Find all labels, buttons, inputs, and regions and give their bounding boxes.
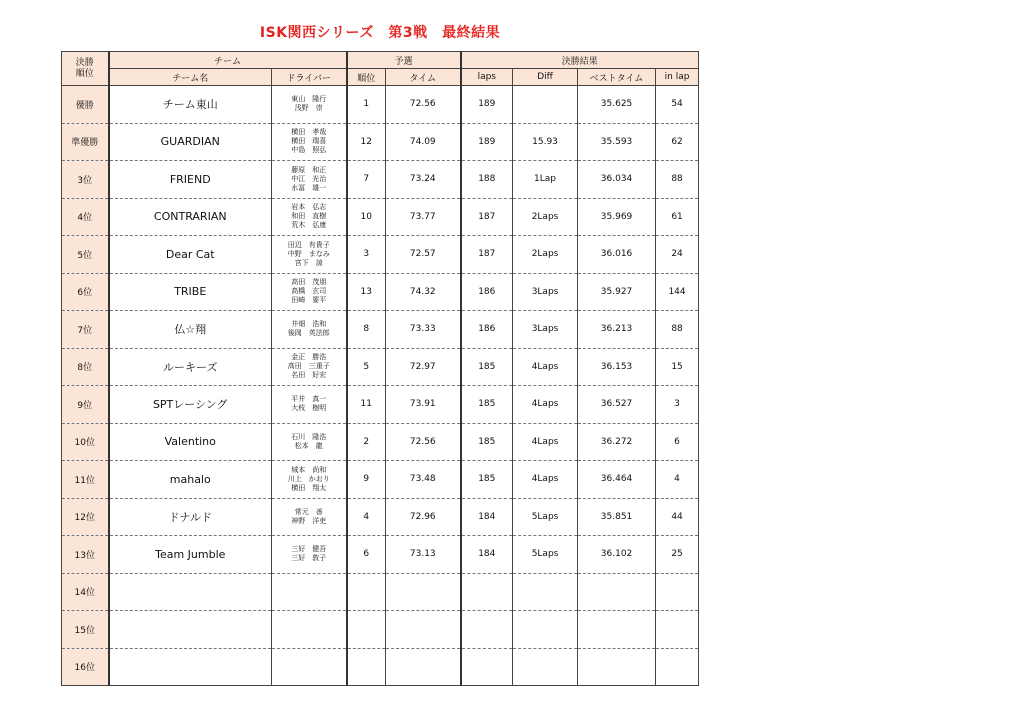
diff-cell: 3Laps	[513, 273, 578, 311]
table-row	[62, 386, 699, 424]
diff-cell: 15.93	[513, 123, 578, 161]
table-row	[62, 536, 699, 574]
best-time-cell: 36.464	[578, 461, 656, 499]
final-position-cell: 4位	[62, 198, 109, 236]
diff-cell: 4Laps	[513, 348, 578, 386]
in-lap-cell: 4	[656, 461, 699, 499]
driver-name: 水冨 雄一	[291, 183, 327, 192]
best-time-cell: 35.593	[578, 123, 656, 161]
diff-cell	[513, 573, 578, 611]
table-row	[62, 348, 699, 386]
laps-cell: 189	[461, 86, 513, 124]
qualifying-position-cell: 8	[347, 311, 386, 349]
qualifying-position-cell: 5	[347, 348, 386, 386]
qualifying-time-cell: 72.57	[386, 236, 461, 274]
header-diff: Diff	[513, 69, 578, 86]
team-name-cell: チーム東山	[109, 86, 272, 124]
driver-name: 平井 真一	[291, 395, 327, 404]
drivers-cell	[272, 611, 347, 649]
final-position-cell: 優勝	[62, 86, 109, 124]
driver-name: 川上 かおり	[287, 474, 330, 483]
final-position-cell: 12位	[62, 498, 109, 536]
driver-name: 横田 瑞喜	[291, 137, 327, 146]
best-time-cell: 35.969	[578, 198, 656, 236]
table-row	[62, 423, 699, 461]
best-time-cell: 35.851	[578, 498, 656, 536]
diff-cell: 5Laps	[513, 498, 578, 536]
driver-name: 中江 光治	[291, 174, 327, 183]
in-lap-cell: 61	[656, 198, 699, 236]
laps-cell: 185	[461, 423, 513, 461]
drivers-cell	[272, 348, 347, 386]
team-name-cell: ルーキーズ	[109, 348, 272, 386]
team-name-cell	[109, 611, 272, 649]
qualifying-position-cell: 9	[347, 461, 386, 499]
qualifying-position-cell	[347, 648, 386, 686]
qualifying-position-cell: 3	[347, 236, 386, 274]
final-position-cell: 準優勝	[62, 123, 109, 161]
laps-cell	[461, 648, 513, 686]
driver-name: 高田 茂朋	[291, 278, 327, 287]
diff-cell	[513, 611, 578, 649]
drivers-cell	[272, 648, 347, 686]
in-lap-cell: 24	[656, 236, 699, 274]
best-time-cell: 36.527	[578, 386, 656, 424]
qualifying-position-cell: 7	[347, 161, 386, 199]
qualifying-time-cell: 74.32	[386, 273, 461, 311]
table-row	[62, 86, 699, 124]
driver-name: 荒木 弘康	[291, 221, 327, 230]
table-row	[62, 461, 699, 499]
team-name-cell: Dear Cat	[109, 236, 272, 274]
final-position-cell: 15位	[62, 611, 109, 649]
in-lap-cell: 15	[656, 348, 699, 386]
final-position-cell: 7位	[62, 311, 109, 349]
best-time-cell: 36.213	[578, 311, 656, 349]
drivers-cell	[272, 123, 347, 161]
driver-name: 後岡 英法郎	[287, 329, 330, 338]
drivers-cell	[272, 161, 347, 199]
final-position-cell: 16位	[62, 648, 109, 686]
qualifying-position-cell: 13	[347, 273, 386, 311]
in-lap-cell	[656, 573, 699, 611]
driver-name: 城本 尚和	[291, 465, 327, 474]
driver-name: 神野 洋吏	[291, 516, 327, 525]
final-position-cell: 14位	[62, 573, 109, 611]
driver-name: 高橋 玄司	[291, 287, 327, 296]
team-name-cell: TRIBE	[109, 273, 272, 311]
diff-cell	[513, 86, 578, 124]
header-drivers: ドライバー	[272, 69, 347, 86]
driver-name: 和田 直樹	[291, 212, 327, 221]
driver-name: 松本 龍	[294, 441, 323, 450]
driver-name: 浅野 崇	[294, 104, 323, 113]
qualifying-time-cell: 73.77	[386, 198, 461, 236]
best-time-cell: 36.102	[578, 536, 656, 574]
header-final-position: 決勝 順位	[62, 52, 109, 86]
table-row	[62, 573, 699, 611]
qualifying-position-cell: 12	[347, 123, 386, 161]
diff-cell: 2Laps	[513, 236, 578, 274]
in-lap-cell: 44	[656, 498, 699, 536]
team-name-cell: SPTレーシング	[109, 386, 272, 424]
team-name-cell	[109, 573, 272, 611]
header-laps: laps	[461, 69, 513, 86]
page-title: ISK関西シリーズ 第3戦 最終結果	[259, 25, 501, 41]
diff-cell: 2Laps	[513, 198, 578, 236]
final-position-cell: 8位	[62, 348, 109, 386]
driver-name: 大枝 樹明	[291, 404, 327, 413]
drivers-cell	[272, 536, 347, 574]
team-name-cell	[109, 648, 272, 686]
qualifying-time-cell: 73.91	[386, 386, 461, 424]
header-final-results-group: 決勝結果	[461, 52, 699, 69]
final-position-cell: 6位	[62, 273, 109, 311]
drivers-cell	[272, 423, 347, 461]
diff-cell: 4Laps	[513, 461, 578, 499]
final-position-cell: 9位	[62, 386, 109, 424]
table-row	[62, 161, 699, 199]
driver-name: 横田 孝哉	[291, 128, 327, 137]
laps-cell: 185	[461, 461, 513, 499]
driver-name: 藤原 和正	[291, 165, 327, 174]
drivers-cell	[272, 86, 347, 124]
driver-name: 東山 隆行	[291, 95, 327, 104]
qualifying-time-cell	[386, 573, 461, 611]
qualifying-time-cell: 72.56	[386, 423, 461, 461]
diff-cell: 4Laps	[513, 386, 578, 424]
in-lap-cell: 3	[656, 386, 699, 424]
laps-cell: 185	[461, 348, 513, 386]
qualifying-position-cell: 2	[347, 423, 386, 461]
driver-name: 三好 敦子	[291, 554, 327, 563]
driver-name: 横田 翔太	[291, 483, 327, 492]
driver-name: 名田 好宏	[291, 371, 327, 380]
header-in-lap: in lap	[656, 69, 699, 86]
table-row	[62, 648, 699, 686]
header-team-group: チーム	[109, 52, 347, 69]
driver-name: 田崎 要平	[291, 296, 327, 305]
driver-name: 井畑 浩和	[291, 320, 327, 329]
table-row	[62, 198, 699, 236]
drivers-cell	[272, 461, 347, 499]
header-qualifying-group: 予選	[347, 52, 461, 69]
laps-cell: 187	[461, 236, 513, 274]
qualifying-position-cell	[347, 611, 386, 649]
qualifying-time-cell: 72.96	[386, 498, 461, 536]
final-position-cell: 11位	[62, 461, 109, 499]
table-row	[62, 611, 699, 649]
drivers-cell	[272, 273, 347, 311]
in-lap-cell	[656, 611, 699, 649]
team-name-cell: ドナルド	[109, 498, 272, 536]
team-name-cell: CONTRARIAN	[109, 198, 272, 236]
best-time-cell: 36.016	[578, 236, 656, 274]
table-row	[62, 498, 699, 536]
drivers-cell	[272, 311, 347, 349]
diff-cell	[513, 648, 578, 686]
in-lap-cell: 54	[656, 86, 699, 124]
qualifying-time-cell: 73.33	[386, 311, 461, 349]
best-time-cell	[578, 611, 656, 649]
laps-cell: 185	[461, 386, 513, 424]
team-name-cell: 仏☆翔	[109, 311, 272, 349]
header-team-name: チーム名	[109, 69, 272, 86]
driver-name: 石川 隆浩	[291, 432, 327, 441]
team-name-cell: Valentino	[109, 423, 272, 461]
team-name-cell: Team Jumble	[109, 536, 272, 574]
final-position-cell: 3位	[62, 161, 109, 199]
driver-name: 中野 まなみ	[287, 249, 330, 258]
laps-cell: 186	[461, 273, 513, 311]
best-time-cell: 36.272	[578, 423, 656, 461]
driver-name: 田辺 有貴子	[287, 240, 330, 249]
final-position-cell: 5位	[62, 236, 109, 274]
best-time-cell: 35.927	[578, 273, 656, 311]
best-time-cell: 35.625	[578, 86, 656, 124]
results-table	[61, 51, 699, 686]
best-time-cell: 36.153	[578, 348, 656, 386]
qualifying-position-cell: 11	[347, 386, 386, 424]
qualifying-position-cell	[347, 573, 386, 611]
in-lap-cell: 62	[656, 123, 699, 161]
drivers-cell	[272, 573, 347, 611]
qualifying-time-cell: 72.97	[386, 348, 461, 386]
header-qualifying-time: タイム	[386, 69, 461, 86]
in-lap-cell: 25	[656, 536, 699, 574]
laps-cell: 188	[461, 161, 513, 199]
driver-name: 岩本 弘志	[291, 203, 327, 212]
table-row	[62, 123, 699, 161]
in-lap-cell: 88	[656, 311, 699, 349]
qualifying-position-cell: 6	[347, 536, 386, 574]
header-best-time: ベストタイム	[578, 69, 656, 86]
qualifying-time-cell: 74.09	[386, 123, 461, 161]
best-time-cell	[578, 648, 656, 686]
driver-name: 中島 照弘	[291, 146, 327, 155]
laps-cell: 189	[461, 123, 513, 161]
laps-cell	[461, 573, 513, 611]
driver-name: 常元 善	[294, 507, 323, 516]
qualifying-time-cell: 73.24	[386, 161, 461, 199]
diff-cell: 4Laps	[513, 423, 578, 461]
driver-name: 宮下 諒	[294, 258, 323, 267]
driver-name: 金正 勝浩	[291, 353, 327, 362]
best-time-cell: 36.034	[578, 161, 656, 199]
drivers-cell	[272, 236, 347, 274]
qualifying-position-cell: 1	[347, 86, 386, 124]
driver-name: 高田 三重子	[287, 362, 330, 371]
table-row	[62, 273, 699, 311]
qualifying-time-cell: 73.48	[386, 461, 461, 499]
diff-cell: 3Laps	[513, 311, 578, 349]
in-lap-cell	[656, 648, 699, 686]
laps-cell: 186	[461, 311, 513, 349]
final-position-cell: 13位	[62, 536, 109, 574]
table-row	[62, 236, 699, 274]
in-lap-cell: 144	[656, 273, 699, 311]
drivers-cell	[272, 386, 347, 424]
in-lap-cell: 6	[656, 423, 699, 461]
best-time-cell	[578, 573, 656, 611]
team-name-cell: mahalo	[109, 461, 272, 499]
qualifying-position-cell: 4	[347, 498, 386, 536]
driver-name: 三好 健吾	[291, 545, 327, 554]
team-name-cell: GUARDIAN	[109, 123, 272, 161]
header-qualifying-position: 順位	[347, 69, 386, 86]
laps-cell: 184	[461, 498, 513, 536]
qualifying-time-cell	[386, 611, 461, 649]
laps-cell	[461, 611, 513, 649]
team-name-cell: FRIEND	[109, 161, 272, 199]
qualifying-time-cell: 73.13	[386, 536, 461, 574]
laps-cell: 184	[461, 536, 513, 574]
diff-cell: 5Laps	[513, 536, 578, 574]
qualifying-position-cell: 10	[347, 198, 386, 236]
table-row	[62, 311, 699, 349]
drivers-cell	[272, 198, 347, 236]
qualifying-time-cell: 72.56	[386, 86, 461, 124]
in-lap-cell: 88	[656, 161, 699, 199]
drivers-cell	[272, 498, 347, 536]
diff-cell: 1Lap	[513, 161, 578, 199]
qualifying-time-cell	[386, 648, 461, 686]
final-position-cell: 10位	[62, 423, 109, 461]
laps-cell: 187	[461, 198, 513, 236]
